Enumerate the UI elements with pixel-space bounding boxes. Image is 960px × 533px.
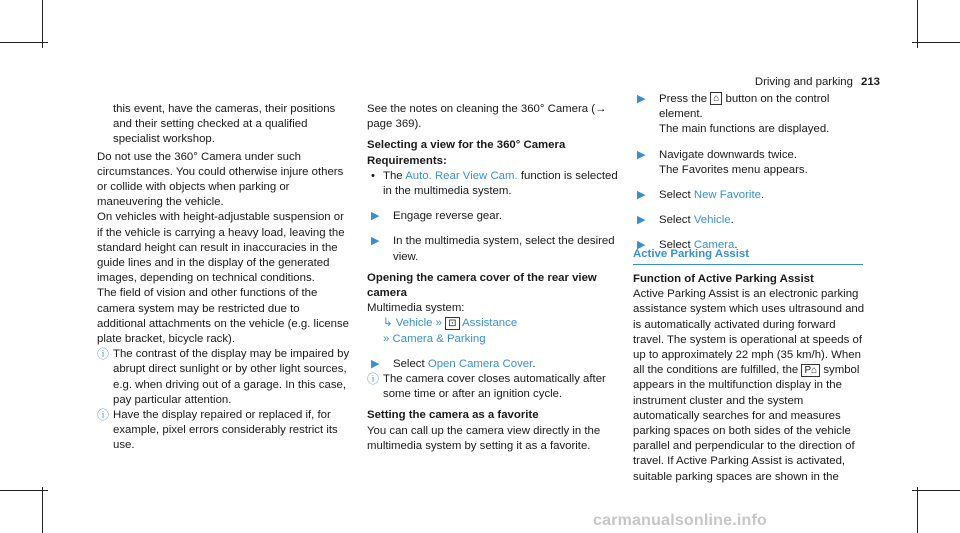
arrow-icon: ▶ (371, 210, 380, 223)
step-text: Navigate downwards twice. (659, 148, 798, 161)
step-text: Select (393, 357, 425, 370)
column-3 (633, 92, 868, 254)
step: ▶ Select New Favorite. (633, 188, 868, 203)
note (367, 372, 620, 402)
parking-symbol-icon: P⌂ (801, 364, 820, 377)
step-text: In the multimedia system, select the desired view. (393, 235, 615, 263)
heading: Opening the camera cover of the rear view camera (367, 271, 597, 300)
watermark: carmanualsonline.info (593, 512, 768, 529)
step-text: Engage reverse gear. (393, 210, 502, 223)
page-header (755, 76, 880, 88)
header-section: Driving and parking (754, 76, 853, 88)
paragraph: See the notes on cleaning the 360° Camera (→ page 369). (367, 103, 607, 131)
step (633, 148, 868, 178)
crop-mark (917, 0, 918, 48)
menu-reference: Vehicle (693, 214, 731, 227)
step (633, 92, 868, 138)
heading: Requirements: (367, 154, 447, 167)
menu-path (367, 316, 620, 331)
menu-reference: Auto. Rear View Cam. (405, 169, 518, 182)
text: The (383, 169, 403, 182)
paragraph: Do not use the 360° Camera under such circumstances. You could otherwise injure others or collide with objects when parking or maneuvering the vehicle. (97, 150, 344, 209)
chevron-icon: » (435, 317, 442, 330)
crop-mark (0, 490, 48, 491)
page-number: 213 (860, 76, 880, 88)
crop-mark (917, 487, 918, 533)
paragraph: Multimedia system: (367, 302, 465, 315)
heading: Setting the camera as a favorite (367, 409, 539, 422)
step-text: Select (659, 239, 691, 252)
step-result: The main functions are displayed. (659, 123, 830, 136)
step-text: Select (659, 214, 691, 227)
heading: Function of Active Parking Assist (633, 273, 814, 285)
menu-reference: Camera (693, 239, 735, 252)
arrow-icon: ▶ (371, 357, 380, 370)
column-2 (367, 102, 620, 454)
paragraph: this event, have the cameras, their positions and their setting checked at a qualified specialist workshop. (113, 103, 336, 146)
step-result: The Favorites menu appears. (659, 163, 808, 176)
step (367, 209, 620, 224)
step: ▶ Select Open Camera Cover. (367, 357, 620, 372)
heading: Selecting a view for the 360° Camera (367, 139, 566, 152)
menu-reference: Vehicle (395, 317, 433, 330)
arrow-icon: ▶ (637, 148, 646, 161)
info-icon: ⓘ (97, 408, 110, 423)
text: Active Parking Assist is an electronic parking assistance system which uses ultrasound and is automatically activated during forward travel. The system is operational at speeds of up to approximately 22 mph (35 km/h). When all the conditions are fulfilled, the (633, 288, 865, 377)
note (97, 347, 350, 408)
menu-reference: Camera & Parking (392, 332, 486, 345)
bullet: • (371, 169, 375, 182)
home-icon: ⌂ (710, 92, 722, 105)
vehicle-settings-icon: ⊡ (445, 317, 459, 330)
menu-reference: New Favorite (693, 189, 761, 202)
step: ▶ Select Vehicle. (633, 213, 868, 228)
crop-mark (912, 490, 960, 491)
text: symbol appears in the multifunction display in the instrument cluster and the system automatically searches for and measures parking spaces on both sides of the vehicle parallel and perpendicular to the direction of travel. If Active Parking Assist is activated, suitable parking spaces are shown in the (633, 364, 860, 483)
column-3-section (633, 272, 868, 485)
menu-reference: Open Camera Cover (427, 357, 533, 370)
column-1 (97, 102, 350, 454)
paragraph: The field of vision and other functions of the camera system may be restricted due to additional attachments on the vehicle (e.g. license plate bracket, bicycle rack). (97, 287, 350, 346)
menu-reference: Assistance (462, 317, 518, 330)
list-item (367, 169, 620, 199)
arrow-icon: ▶ (637, 93, 646, 105)
arrow-icon: ▶ (371, 235, 380, 248)
menu-path (367, 332, 620, 347)
info-icon: ⓘ (97, 347, 110, 362)
crop-mark (912, 42, 960, 43)
step-text: Select (659, 189, 691, 202)
paragraph (633, 287, 868, 485)
note-text: Have the display repaired or replaced if, for example, pixel errors considerably restrict its use. (113, 409, 338, 452)
paragraph: On vehicles with height-adjustable suspension or if the vehicle is carrying a heavy load, leaving the standard height can result in inaccuracies in the guide lines and in the display of the generated images, depending on technical conditions. (97, 211, 345, 285)
chevron-icon: » (383, 332, 390, 345)
arrow-icon: ▶ (637, 239, 646, 252)
section-title: Active Parking Assist (633, 248, 863, 265)
step: ▶ Select Camera. (633, 238, 868, 253)
paragraph: You can call up the camera view directly in the multimedia system by setting it as a favorite. (367, 424, 601, 452)
note-text: The camera cover closes automatically after some time or after an ignition cycle. (383, 373, 606, 401)
crop-mark (42, 487, 43, 533)
arrow-icon: ▶ (637, 189, 646, 202)
info-icon: ⓘ (367, 372, 380, 387)
return-arrow-icon: ↳ (383, 317, 393, 330)
step-text: Press the (659, 93, 708, 105)
step (367, 234, 620, 264)
step-text: button on the control element. (659, 93, 830, 121)
note (97, 408, 350, 454)
arrow-icon: ▶ (637, 214, 646, 227)
text: function is selected in the multimedia system. (383, 169, 618, 198)
note-text: The contrast of the display may be impaired by abrupt direct sunlight or by other light sources, e.g. when driving out of a garage. In this case, pay particular attention. (113, 348, 350, 406)
crop-mark (42, 0, 43, 48)
crop-mark (0, 42, 48, 43)
